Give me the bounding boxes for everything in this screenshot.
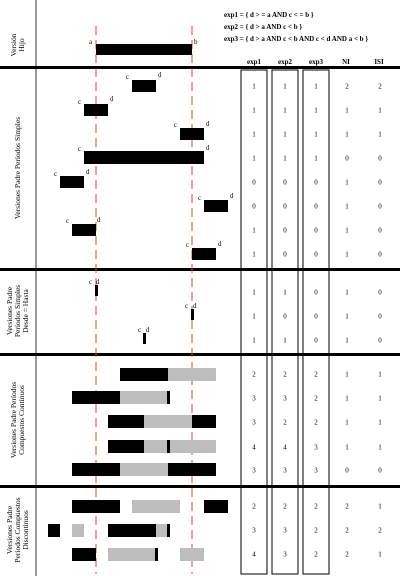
cell-ni: 2 [345, 502, 349, 511]
section-label-line: Desde = Hasta [21, 289, 30, 333]
interval-bar [167, 440, 170, 453]
cell-isi: 1 [378, 370, 382, 379]
cell-exp2: 3 [283, 550, 287, 559]
cell-exp2: 1 [283, 154, 287, 163]
cell-isi: 0 [378, 466, 382, 475]
section-label-line: Versiones Padre Períodos Simples [13, 116, 22, 220]
cell-exp2: 0 [283, 202, 287, 211]
divider-continuos [0, 485, 400, 488]
cell-exp3: 1 [314, 130, 318, 139]
cell-isi: 2 [378, 82, 382, 91]
cell-exp1: 2 [252, 370, 256, 379]
cell-exp2: 1 [283, 288, 287, 297]
interval-bar [180, 128, 204, 140]
cell-exp3: 3 [314, 466, 318, 475]
interval-bar [72, 463, 120, 476]
cell-ni: 2 [345, 526, 349, 535]
start-label: c [89, 278, 93, 286]
column-box-exp2 [272, 70, 298, 574]
discontinuous-compound-periods [48, 500, 228, 561]
cell-exp1: 3 [252, 418, 256, 427]
cell-isi: 0 [378, 154, 382, 163]
section-label-discontinuous [6, 497, 30, 562]
cell-exp3: 2 [314, 370, 318, 379]
section-label-line: Versiones Padre [5, 286, 14, 336]
gap-bar [170, 440, 216, 453]
cell-ni: 1 [345, 336, 349, 345]
child-interval-bar [96, 44, 192, 55]
gap-bar [132, 500, 180, 513]
column-header-exp3: exp3 [309, 58, 323, 66]
start-label: c [186, 241, 190, 249]
cell-exp3: 0 [314, 202, 318, 211]
formula-exp2: exp2 = { d > a AND c < b } [224, 23, 303, 31]
cell-exp3: 0 [314, 178, 318, 187]
cell-exp2: 2 [283, 370, 287, 379]
section-label-line: Discontinuos [21, 510, 30, 550]
cell-exp1: 4 [252, 550, 256, 559]
column-header-isi: ISI [374, 58, 384, 66]
cell-ni: 1 [345, 370, 349, 379]
cell-exp2: 1 [283, 106, 287, 115]
cell-isi: 0 [378, 336, 382, 345]
cell-exp2: 1 [283, 82, 287, 91]
cell-ni: 1 [345, 418, 349, 427]
cell-exp1: 0 [252, 202, 256, 211]
gap-bar [156, 524, 168, 537]
cell-exp1: 1 [252, 226, 256, 235]
cell-exp2: 4 [283, 443, 287, 452]
start-label: c [78, 98, 82, 106]
section-label-line: Períodos Compuestos [13, 497, 22, 563]
interval-bar [72, 224, 96, 236]
point-bar [95, 285, 98, 296]
start-label: c [198, 194, 202, 202]
cell-isi: 0 [378, 226, 382, 235]
cell-exp1: 1 [252, 106, 256, 115]
cell-exp3: 0 [314, 336, 318, 345]
column-box-exp1 [241, 70, 267, 574]
cell-isi: 0 [378, 250, 382, 259]
start-label: c [126, 73, 130, 81]
cell-exp1: 1 [252, 154, 256, 163]
cell-ni: 1 [345, 226, 349, 235]
end-label: d [193, 302, 197, 310]
interval-bar [84, 151, 204, 164]
gap-bar [120, 391, 168, 404]
interval-bar [168, 463, 216, 476]
interval-bar [120, 368, 168, 381]
gap-bar [180, 548, 204, 561]
cell-isi: 1 [378, 502, 382, 511]
cell-exp1: 4 [252, 443, 256, 452]
cell-exp3: 0 [314, 288, 318, 297]
child-start-label: a [89, 38, 93, 46]
cell-ni: 1 [345, 178, 349, 187]
cell-exp3: 0 [314, 312, 318, 321]
column-header-ni: NI [342, 58, 350, 66]
end-label: d [97, 216, 101, 224]
interval-bar [60, 176, 84, 188]
gap-bar [168, 368, 216, 381]
cell-ni: 1 [345, 443, 349, 452]
formula-exp1: exp1 = { d > = a AND c < = b } [224, 11, 314, 19]
section-label-line: Versión [9, 33, 18, 57]
cell-isi: 0 [378, 288, 382, 297]
cell-isi: 1 [378, 394, 382, 403]
cell-ni: 0 [345, 466, 349, 475]
cell-ni: 2 [345, 550, 349, 559]
interval-bar [204, 200, 228, 212]
table-columns [241, 70, 329, 574]
cell-exp3: 1 [314, 106, 318, 115]
end-label: d [230, 192, 234, 200]
section-label-simple [14, 117, 22, 219]
interval-bar [155, 548, 158, 561]
end-label: d [218, 240, 222, 248]
interval-bar [72, 500, 120, 513]
cell-exp2: 2 [283, 502, 287, 511]
gap-bar [120, 463, 168, 476]
start-label: c [185, 302, 189, 310]
cell-exp1: 1 [252, 312, 256, 321]
simple-periods [54, 71, 234, 260]
cell-exp2: 0 [283, 226, 287, 235]
cell-exp2: 1 [283, 130, 287, 139]
interval-bar [192, 415, 216, 428]
continuous-compound-periods [72, 368, 216, 476]
point-periods [89, 278, 197, 344]
interval-bar [72, 548, 96, 561]
cell-exp3: 3 [314, 443, 318, 452]
start-label: c [54, 170, 58, 178]
cell-exp1: 3 [252, 526, 256, 535]
cell-exp1: 1 [252, 82, 256, 91]
interval-bar [204, 500, 228, 513]
cell-exp2: 3 [283, 526, 287, 535]
interval-bar [192, 248, 216, 260]
cell-exp2: 1 [283, 336, 287, 345]
cell-isi: 1 [378, 550, 382, 559]
interval-bar [167, 524, 170, 537]
divider-desde-hasta [0, 353, 400, 356]
cell-ni: 1 [345, 130, 349, 139]
cell-ni: 1 [345, 250, 349, 259]
cell-exp1: 1 [252, 288, 256, 297]
cell-isi: 1 [378, 418, 382, 427]
end-label: d [158, 71, 162, 79]
child-end-label: b [194, 38, 198, 46]
cell-exp1: 3 [252, 394, 256, 403]
interval-bar [167, 391, 170, 404]
cell-exp3: 2 [314, 418, 318, 427]
cell-exp1: 2 [252, 502, 256, 511]
section-label-child [10, 34, 26, 57]
cell-ni: 0 [345, 154, 349, 163]
section-label-continuous [10, 382, 26, 458]
gap-bar [144, 440, 168, 453]
cell-exp3: 0 [314, 226, 318, 235]
interval-bar [48, 524, 60, 537]
point-bar [143, 333, 146, 344]
cell-isi: 0 [378, 178, 382, 187]
section-label-line: Períodos Simples [13, 284, 22, 338]
cell-isi: 0 [378, 202, 382, 211]
start-label: c [174, 121, 178, 129]
cell-exp2: 2 [283, 418, 287, 427]
cell-exp2: 0 [283, 178, 287, 187]
cell-isi: 1 [378, 443, 382, 452]
cell-exp1: 1 [252, 130, 256, 139]
cell-exp2: 3 [283, 394, 287, 403]
cell-exp3: 2 [314, 526, 318, 535]
cell-exp1: 1 [252, 336, 256, 345]
cell-ni: 1 [345, 394, 349, 403]
cell-exp3: 2 [314, 550, 318, 559]
section-label-line: Versiones Padre Períodos [9, 381, 18, 459]
cell-exp2: 0 [283, 250, 287, 259]
point-bar [191, 309, 194, 320]
cell-isi: 1 [378, 130, 382, 139]
cell-exp3: 0 [314, 250, 318, 259]
end-label: d [206, 120, 210, 128]
start-label: c [66, 217, 70, 225]
divider-top [0, 66, 400, 69]
column-box-exp3 [303, 70, 329, 574]
interval-bar [132, 80, 156, 92]
cell-ni: 1 [345, 288, 349, 297]
cell-isi: 0 [378, 312, 382, 321]
end-label: d [206, 144, 210, 152]
end-label: d [146, 326, 150, 334]
section-label-line: Compuestos Contínuos [17, 385, 26, 455]
start-label: c [138, 326, 142, 334]
section-label-line: Versiones Padre [5, 505, 14, 555]
end-label: d [96, 278, 100, 286]
cell-exp3: 1 [314, 82, 318, 91]
cell-isi: 1 [378, 106, 382, 115]
cell-exp2: 3 [283, 466, 287, 475]
section-label-desde-hasta [6, 285, 30, 337]
end-label: d [110, 95, 114, 103]
formula-exp3: exp3 = { d > a AND c < b AND c < d AND a < b } [224, 35, 369, 43]
cell-ni: 1 [345, 202, 349, 211]
column-header-exp2: exp2 [278, 58, 292, 66]
interval-bar [72, 391, 120, 404]
end-label: d [86, 168, 90, 176]
cell-exp1: 0 [252, 178, 256, 187]
cell-exp3: 1 [314, 154, 318, 163]
interval-bar [108, 440, 144, 453]
cell-ni: 2 [345, 82, 349, 91]
cell-exp2: 0 [283, 312, 287, 321]
interval-bar [84, 104, 108, 116]
cell-exp3: 2 [314, 502, 318, 511]
section-label-line: Hijo [17, 38, 26, 52]
cell-exp1: 3 [252, 466, 256, 475]
gap-bar [108, 548, 156, 561]
gap-bar [144, 415, 192, 428]
cell-ni: 1 [345, 106, 349, 115]
interval-bar [108, 415, 144, 428]
column-header-exp1: exp1 [247, 58, 261, 66]
cell-ni: 1 [345, 312, 349, 321]
gap-bar [72, 524, 84, 537]
cell-isi: 2 [378, 526, 382, 535]
cell-exp1: 1 [252, 250, 256, 259]
start-label: c [78, 145, 82, 153]
divider-simple [0, 268, 400, 271]
cell-exp3: 2 [314, 394, 318, 403]
interval-bar [108, 524, 156, 537]
